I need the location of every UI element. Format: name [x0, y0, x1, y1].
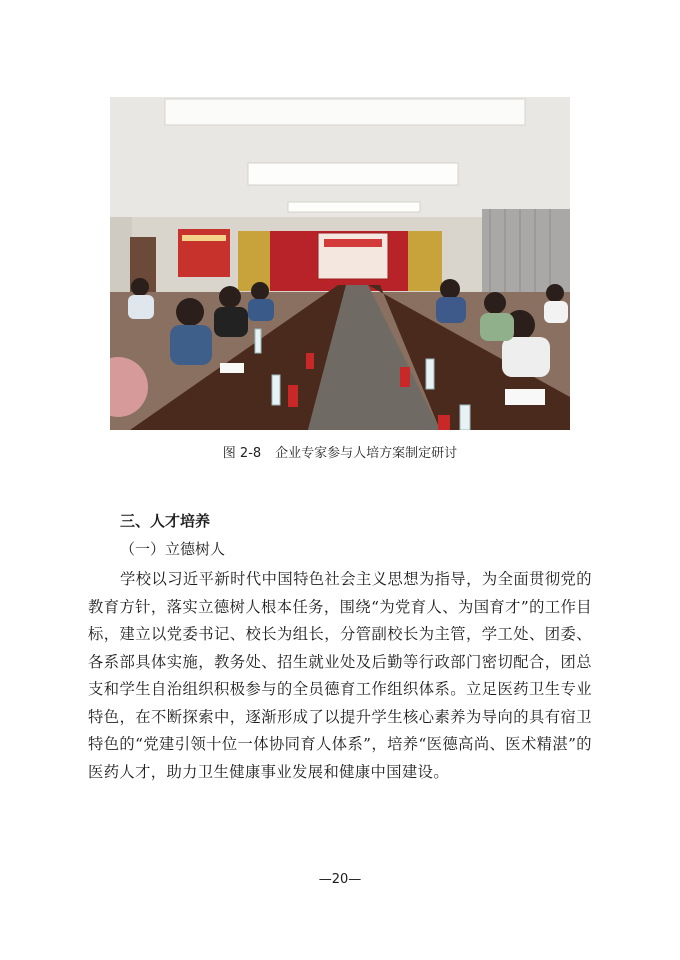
- figure-number: 图 2-8: [222, 446, 262, 461]
- section-heading: 三、人才培养: [120, 512, 211, 530]
- figure-caption-text: 企业专家参与人培方案制定研讨: [275, 446, 458, 461]
- meeting-room-illustration: [110, 97, 570, 430]
- subsection-heading: （一）立德树人: [120, 540, 226, 558]
- page-number: —20—: [318, 872, 362, 887]
- body-paragraph: 学校以习近平新时代中国特色社会主义思想为指导，为全面贯彻党的教育方针，落实立德树人根本任务，围绕“为党育人、为国育才”的工作目标，建立以党委书记、校长为组长，分管副校长为主管，学工处、团委、各系部具体实施，教务处、招生就业处及后勤等行政部门密切配合，团总支和学生自治组织积极参与的全员德育工作组织体系。立足医药卫生专业特色，在不断探索中，逐渐形成了以提升学生核心素养为导向的具有宿卫特色的“党建引领十位一体协同育人体系”，培养“医德高尚、医术精湛”的医药人才，助力卫生健康事业发展和健康中国建设。: [88, 570, 592, 781]
- meeting-photo: [110, 97, 570, 430]
- figure-caption: [0, 442, 680, 461]
